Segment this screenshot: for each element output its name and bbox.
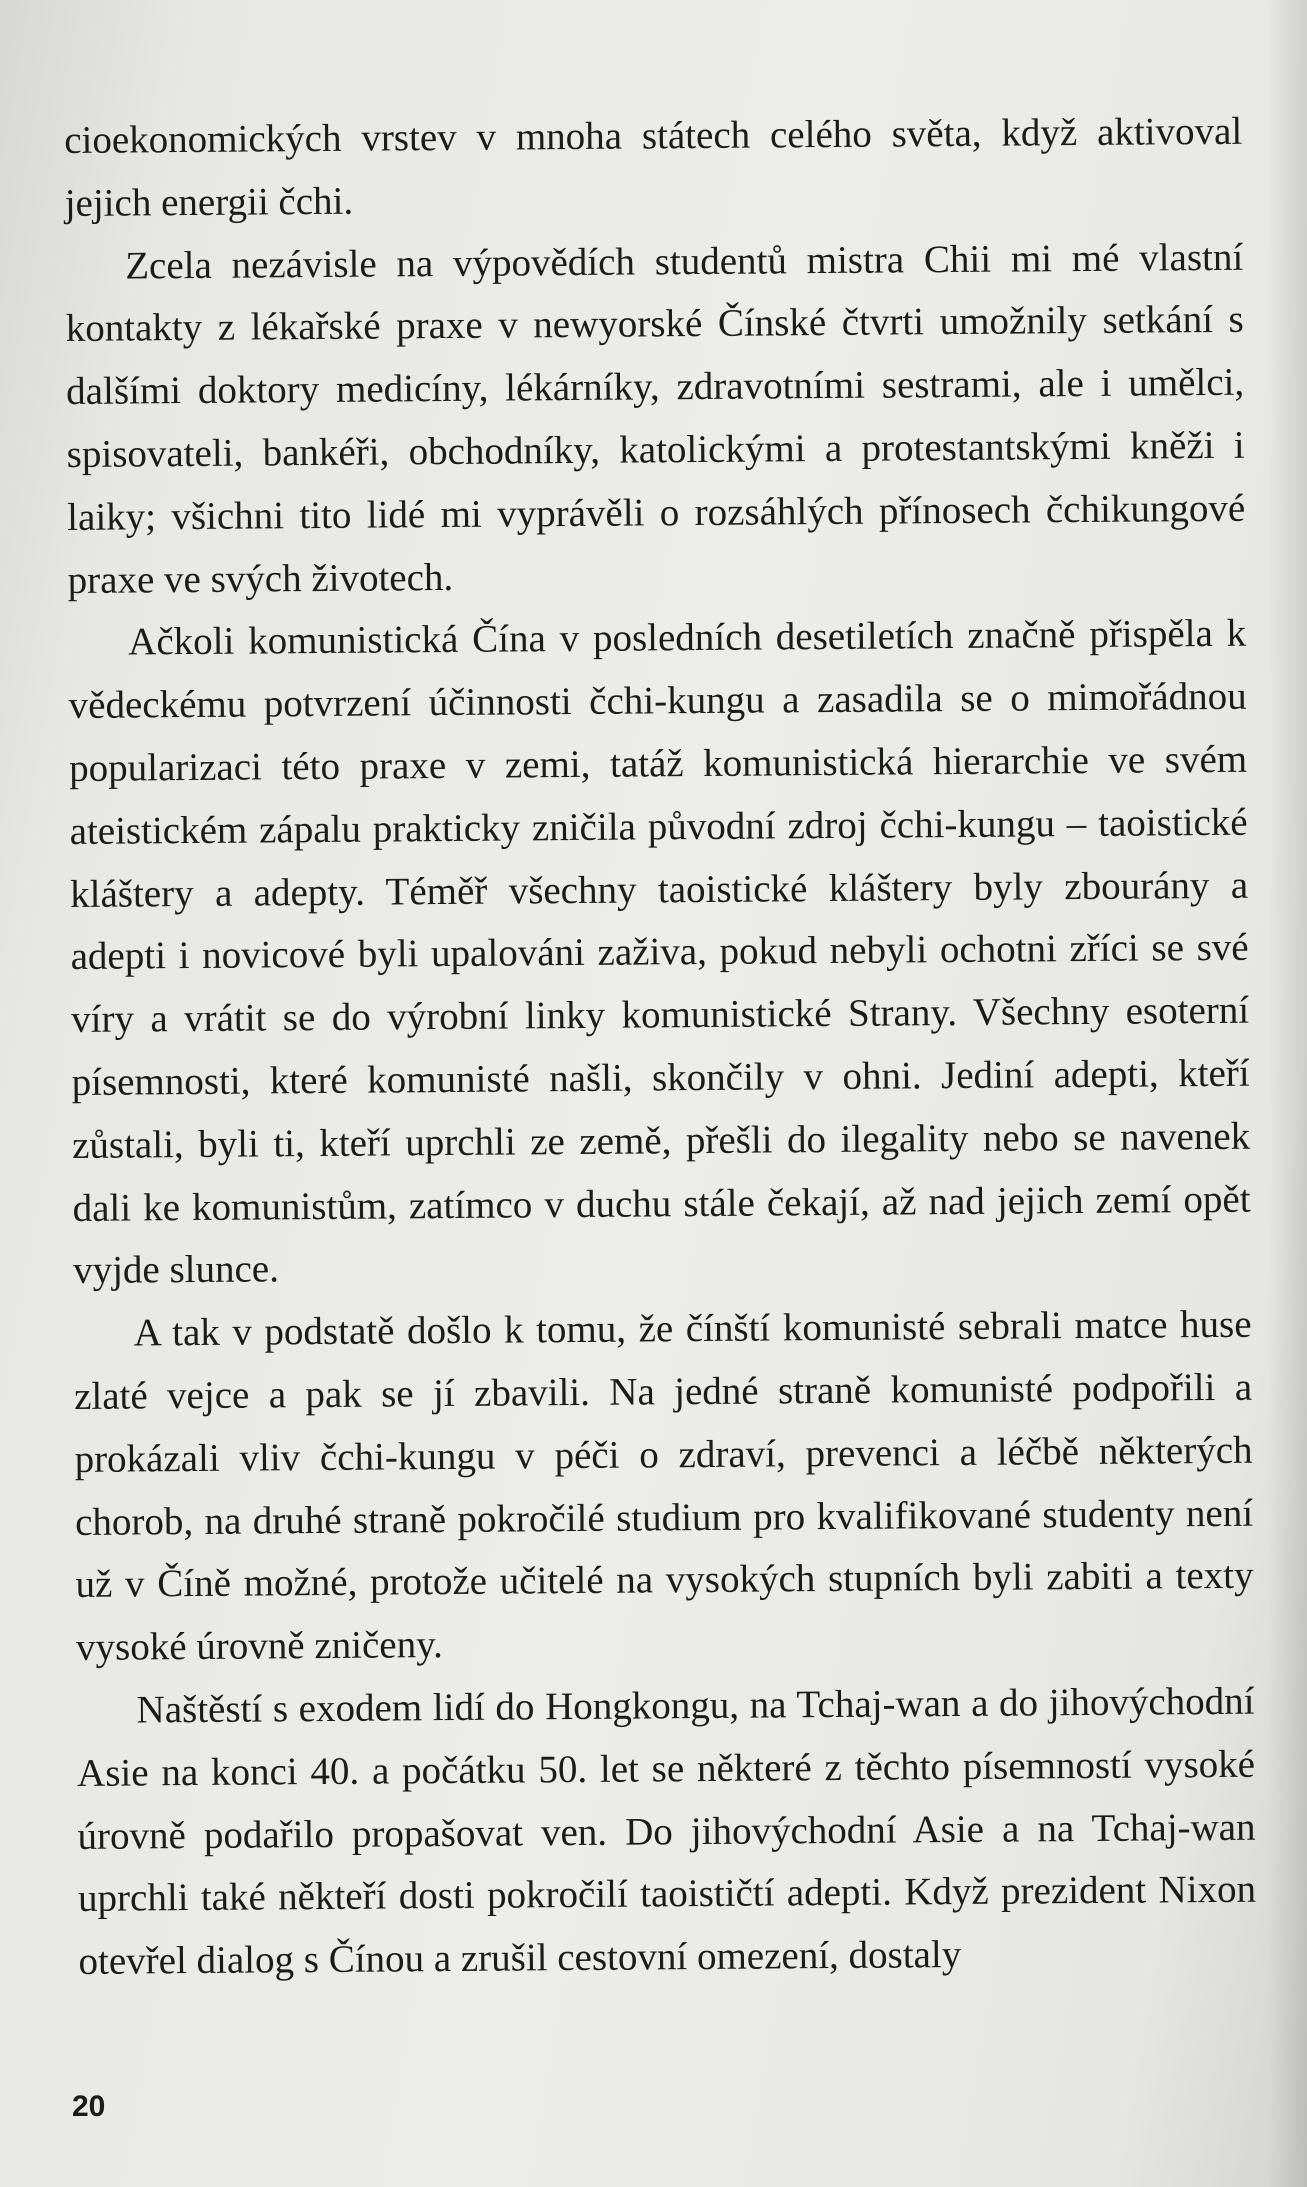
paragraph: Naštěstí s exodem lidí do Hongkongu, na Tchaj-wan a do jihovýchodní Asie na konci 40. a počátku 50. let se některé z těchto písemností vysoké úrovně podařilo propašovat ven. Do jihovýchodní Asie a na Tchaj-wan uprchli také někteří dosti pokročilí taoističtí adepti. Když prezident Nixon otevřel dialog s Čínou a zrušil cestovní omezení, dostaly (76, 1679, 1257, 1984)
page-edge-shadow (1267, 0, 1307, 2187)
paragraph: A tak v podstatě došlo k tomu, že čínští komunisté sebrali matce huse zlaté vejce a pak se jí zbavili. Na jedné straně komunisté podpořili a prokázali vliv čchi-kungu v péči o zdraví, prevenci a léčbě některých chorob, na druhé straně pokročilé studium pro kvalifikované studenty není už v Číně možné, protože učitelé na vysokých stupních byli zabiti a texty vysoké úrovně zničeny. (73, 1302, 1254, 1670)
page-number: 20 (72, 2090, 106, 2123)
body-text (64, 101, 1257, 1994)
paragraph: cioekonomických vrstev v mnoha státech celého světa, když aktivoval jejich energii čchi. (64, 109, 1243, 225)
paragraph: Ačkoli komunistická Čína v posledních desetiletích značně přispěla k vědeckému potvrzení účinnosti čchi-kungu a zasadila se o mimořádnou popularizaci této praxe v zemi, tatáž komunistická hierarchie ve svém ateistickém zápalu prakticky zničila původní zdroj čchi-kungu – taoistické kláštery a adepty. Téměř všechny taoistické kláštery byly zbourány a adepti i novicové byli upalováni zaživa, pokud nebyli ochotni zříci se své víry a vrátit se do výrobní linky komunistické Strany. Všechny esoterní písemnosti, které komunisté našli, skončily v ohni. Jediní adepti, kteří zůstali, byli ti, kteří uprchli ze země, přešli do ilegality nebo se navenek dali ke komunistům, zatímco v duchu stále čekají, až nad jejich zemí opět vyjde slunce. (68, 612, 1251, 1293)
paragraph: Zcela nezávisle na výpovědích studentů mistra Chii mi mé vlastní kontakty z lékařské praxe v newyorské Čínské čtvrti umožnily setkání s dalšími doktory medicíny, lékárníky, zdravotními sestrami, ale i umělci, spisovateli, bankéři, obchodníky, katolickými a protestantskými kněži i laiky; všichni tito lidé mi vyprávěli o rozsáhlých přínosech čchikungové praxe ve svých životech. (65, 235, 1246, 602)
